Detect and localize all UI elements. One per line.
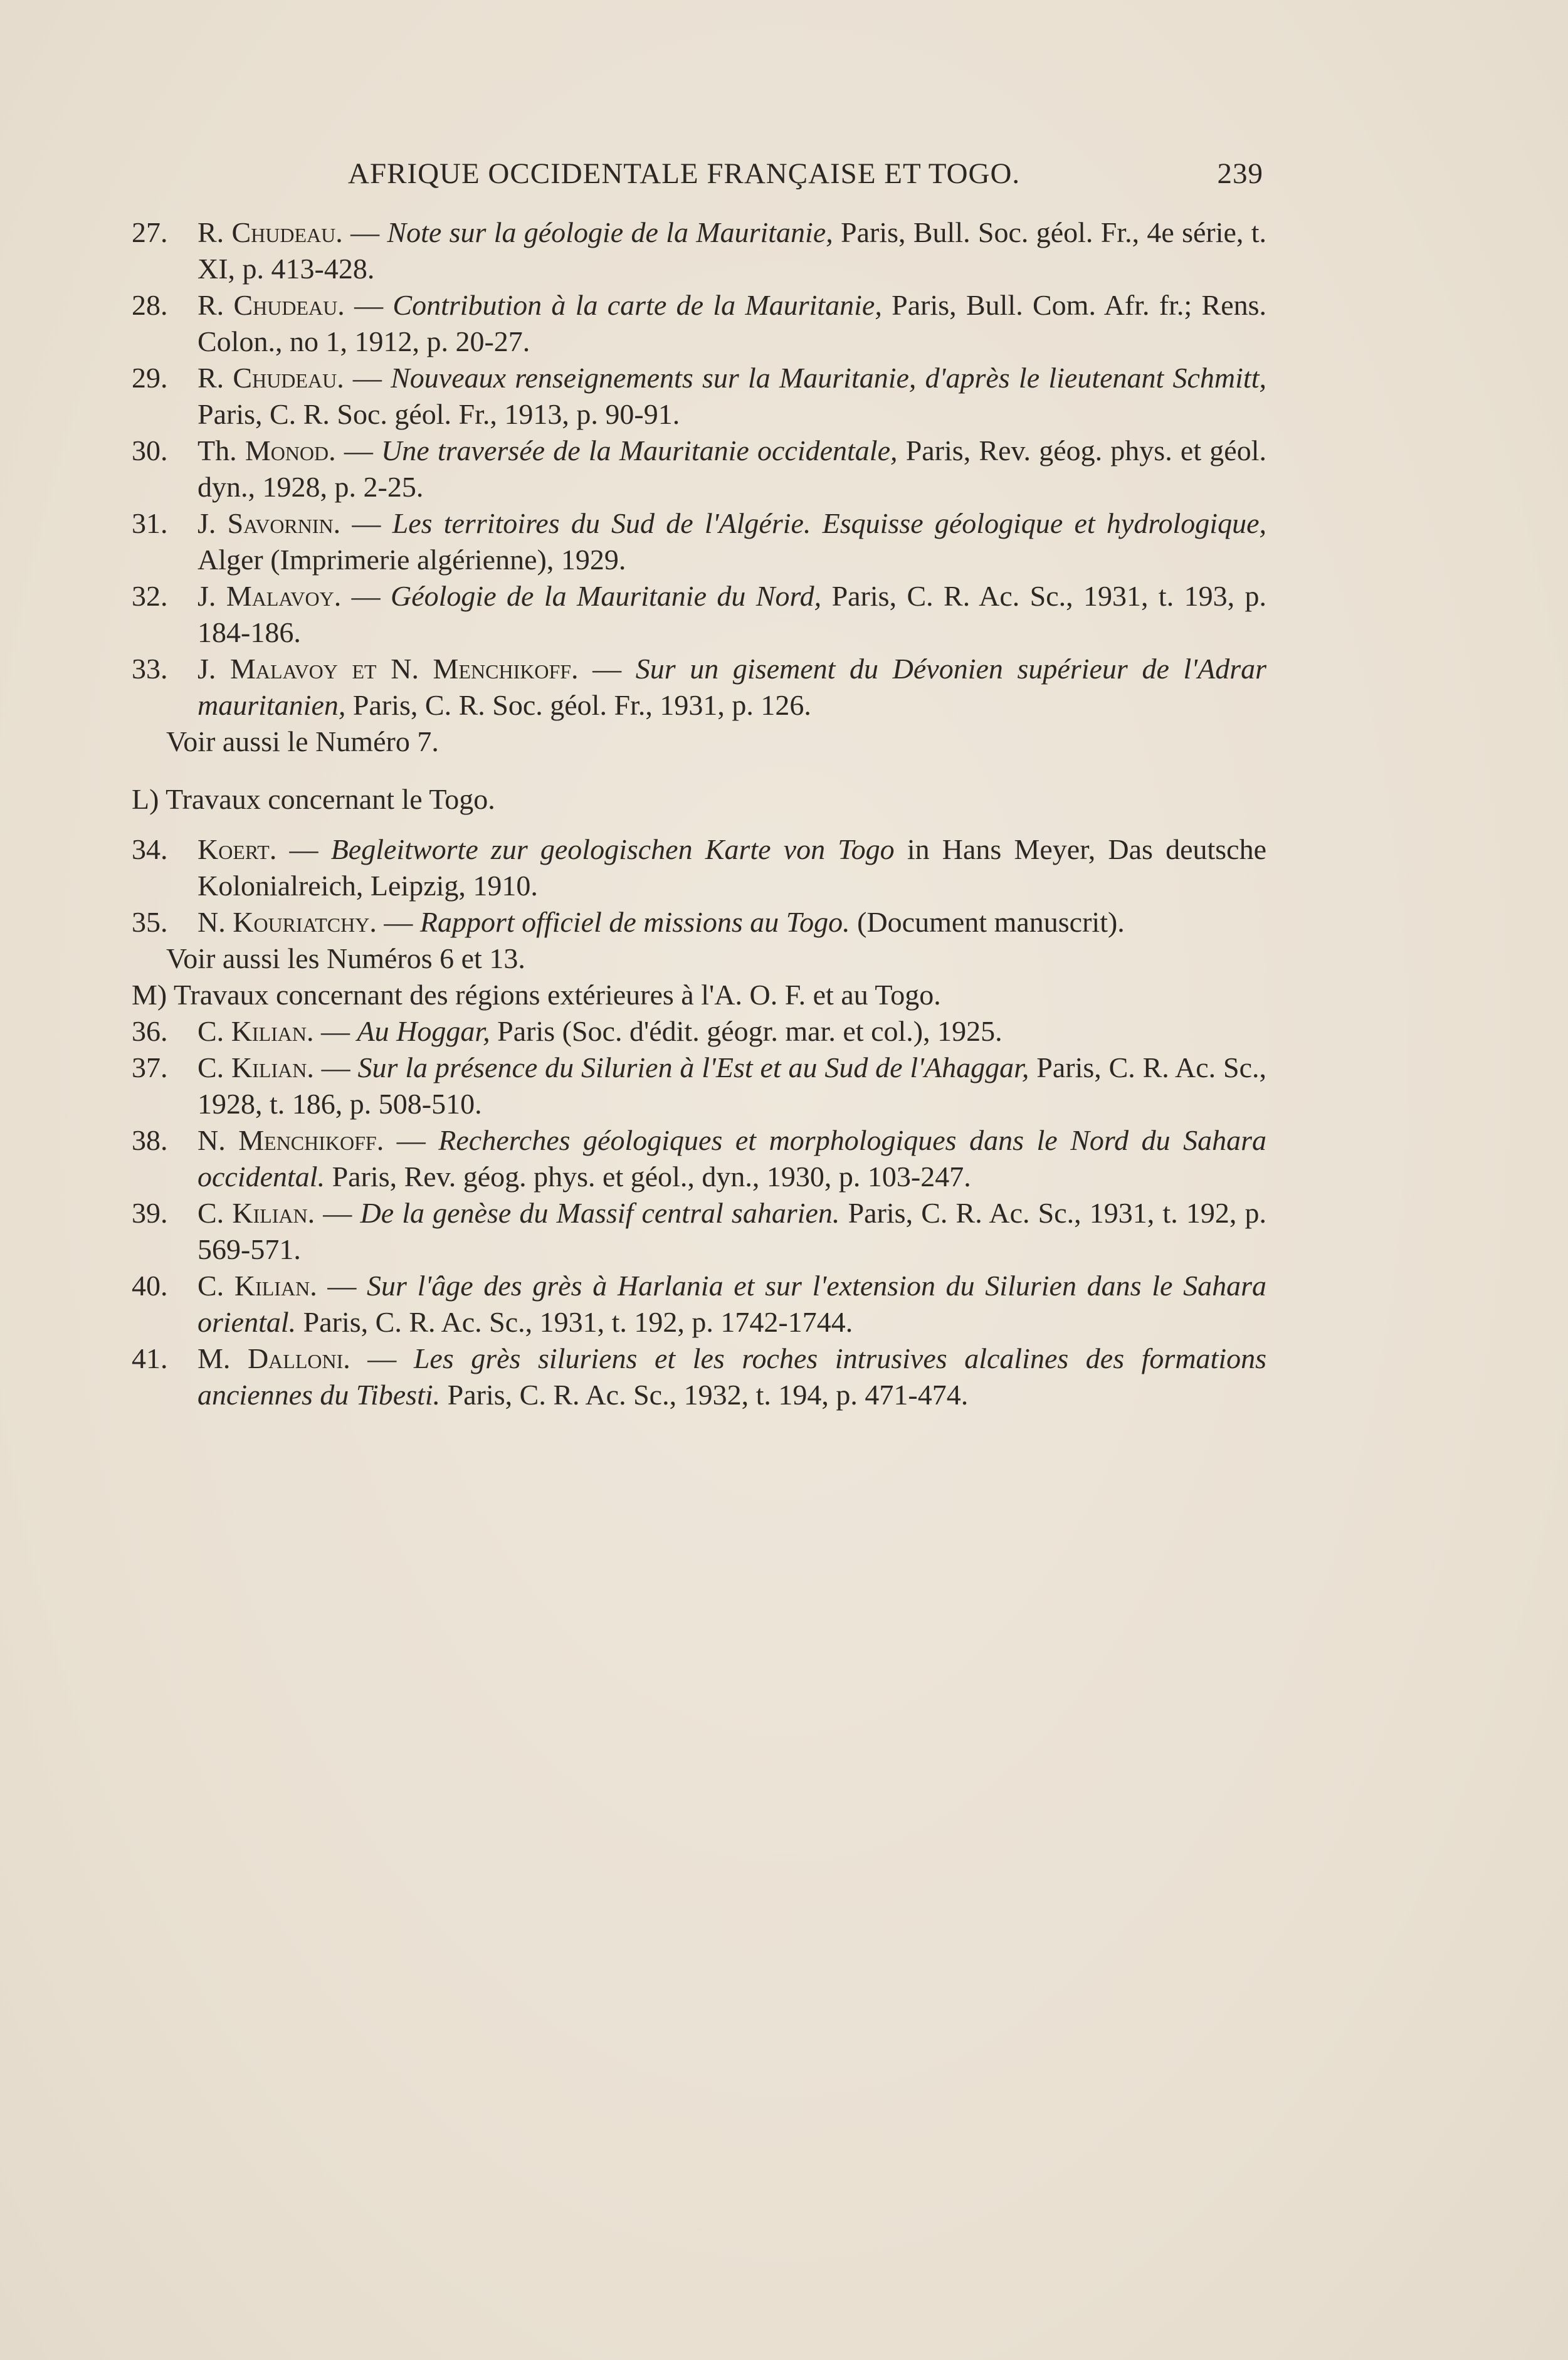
entry-separator: . — — [376, 1124, 439, 1156]
entry-citation: Paris (Soc. d'édit. géogr. mar. et col.), 1925. — [490, 1015, 1002, 1047]
entries-list-m — [132, 1013, 1266, 1413]
entry-title: Géologie de la Mauritanie du Nord, — [391, 580, 822, 612]
entry-separator: . — — [307, 1015, 357, 1047]
entry-citation: Paris, C. R. Soc. géol. Fr., 1913, p. 90-91. — [197, 398, 680, 430]
bibliography-entry — [132, 1013, 1266, 1050]
entry-number: 36. — [132, 1015, 168, 1047]
entries-list-l — [132, 831, 1266, 940]
entry-initial: J. — [197, 507, 216, 539]
entry-author: Monod — [245, 435, 329, 466]
entry-number: 28. — [132, 289, 168, 321]
entry-separator: . — — [334, 580, 391, 612]
entry-number: 27. — [132, 216, 168, 248]
bibliography-entry — [132, 1122, 1266, 1195]
entry-title: Begleitworte zur geologischen Karte von Togo — [330, 833, 895, 865]
entry-citation: Paris, Rev. géog. phys. et géol. dyn., 1928, p. 2-25. — [197, 435, 1266, 503]
entry-number: 31. — [132, 507, 168, 539]
entry-number: 35. — [132, 906, 168, 938]
bibliography-entry — [132, 433, 1266, 505]
entry-number: 32. — [132, 580, 168, 612]
bibliography — [132, 214, 1266, 1413]
entry-initial: Th. — [197, 435, 237, 466]
entry-title: Nouveaux renseignements sur la Mauritanie, d'après le lieutenant Schmitt, — [391, 362, 1266, 394]
entry-author: Koert — [197, 833, 270, 865]
entry-initial: R. — [197, 216, 224, 248]
entry-citation: Alger (Imprimerie algérienne), 1929. — [197, 544, 626, 576]
header-title: AFRIQUE OCCIDENTALE FRANÇAISE ET TOGO. — [348, 157, 1021, 190]
entry-title: Au Hoggar, — [357, 1015, 490, 1047]
bibliography-entry — [132, 360, 1266, 433]
bibliography-entry — [132, 651, 1266, 724]
entry-initial: J. — [197, 580, 216, 612]
entry-number: 38. — [132, 1124, 168, 1156]
see-also-note-l: Voir aussi les Numéros 6 et 13. — [166, 942, 525, 974]
bibliography-entry — [132, 287, 1266, 360]
entry-citation: Paris, Bull. Soc. géol. Fr., 4e série, t. XI, p. 413-428. — [197, 216, 1267, 285]
entry-title: Contribution à la carte de la Mauritanie, — [392, 289, 882, 321]
entry-author: Chudeau — [233, 289, 338, 321]
entry-separator: . — — [269, 833, 331, 865]
entry-separator: . — — [337, 362, 391, 394]
entry-initial: C. — [197, 1197, 224, 1229]
entry-author: Chudeau — [231, 216, 336, 248]
entry-separator: . — — [343, 1342, 414, 1374]
entry-number: 40. — [132, 1270, 168, 1302]
entry-citation: Paris, C. R. Ac. Sc., 1931, t. 192, p. 1742-1744. — [296, 1306, 853, 1338]
entry-initial: N. — [197, 906, 226, 938]
entry-separator: . — — [571, 653, 636, 685]
entry-separator: . — — [307, 1051, 358, 1083]
entry-number: 41. — [132, 1342, 168, 1374]
entry-number: 33. — [132, 653, 168, 685]
entry-title: Les territoires du Sud de l'Algérie. Esquisse géologique et hydrologique, — [392, 507, 1267, 539]
entry-number: 37. — [132, 1051, 168, 1083]
entry-title: Rapport officiel de missions au Togo. — [419, 906, 850, 938]
bibliography-entry — [132, 1195, 1266, 1268]
entry-initial: M. — [197, 1342, 231, 1374]
entry-title: Sur un gisement du Dévonien supérieur de l'Adrar mauritanien, — [197, 653, 1267, 721]
bibliography-entry — [132, 578, 1266, 651]
entry-separator: . — — [335, 216, 387, 248]
entry-citation: Paris, Rev. géog. phys. et géol., dyn., 1930, p. 103-247. — [325, 1161, 971, 1193]
entry-initial: R. — [197, 289, 224, 321]
entry-initial: J. — [197, 653, 216, 685]
entry-title: Sur l'âge des grès à Harlania et sur l'extension du Silurien dans le Sahara oriental. — [197, 1270, 1267, 1338]
entry-title: De la genèse du Massif central saharien. — [360, 1197, 840, 1229]
section-heading-m: M) Travaux concernant des régions extérieures à l'A. O. F. et au Togo. — [132, 979, 941, 1011]
entry-citation: Paris, C. R. Ac. Sc., 1931, t. 193, p. 184-186. — [197, 580, 1267, 648]
bibliography-entry — [132, 831, 1266, 904]
entry-citation: Paris, C. R. Soc. géol. Fr., 1931, p. 126. — [345, 689, 811, 721]
section-heading-l: L) Travaux concernant le Togo. — [132, 783, 495, 815]
bibliography-entry — [132, 1050, 1266, 1122]
bibliography-entry — [132, 1341, 1266, 1413]
entry-title: Note sur la géologie de la Mauritanie, — [387, 216, 833, 248]
entry-number: 29. — [132, 362, 168, 394]
entry-author: Kilian — [232, 1197, 308, 1229]
entry-title: Recherches géologiques et morphologiques dans le Nord du Sahara occidental. — [197, 1124, 1267, 1193]
entry-separator: . — — [337, 289, 393, 321]
see-also-note-k: Voir aussi le Numéro 7. — [166, 725, 439, 757]
entry-separator: . — — [333, 507, 392, 539]
entry-number: 39. — [132, 1197, 168, 1229]
entry-initial: C. — [197, 1015, 224, 1047]
entry-citation: Paris, Bull. Com. Afr. fr.; Rens. Colon., no 1, 1912, p. 20-27. — [197, 289, 1267, 357]
bibliography-entry — [132, 214, 1266, 287]
entry-author: Chudeau — [233, 362, 337, 394]
bibliography-entry — [132, 1268, 1266, 1341]
entry-title: Les grès siluriens et les roches intrusives alcalines des formations anciennes du Tibesti. — [197, 1342, 1267, 1411]
entry-author: Kilian — [231, 1015, 307, 1047]
entry-citation: Paris, C. R. Ac. Sc., 1932, t. 194, p. 471-474. — [440, 1379, 969, 1411]
entry-number: 34. — [132, 833, 168, 865]
entry-separator: . — — [307, 1197, 360, 1229]
entry-initial: C. — [197, 1270, 224, 1302]
entry-author: Kilian — [231, 1051, 307, 1083]
entry-citation: in Hans Meyer, Das deutsche Kolonialreich, Leipzig, 1910. — [197, 833, 1266, 902]
entry-author: Malavoy et N. Menchikoff — [230, 653, 572, 685]
entry-author: Kilian — [234, 1270, 310, 1302]
entry-author: Malavoy — [226, 580, 334, 612]
entry-author: Kouriatchy — [233, 906, 370, 938]
entry-author: Dalloni — [247, 1342, 344, 1374]
entry-author: Savornin — [227, 507, 334, 539]
bibliography-entry — [132, 505, 1266, 578]
entry-initial: C. — [197, 1051, 224, 1083]
entry-title: Sur la présence du Silurien à l'Est et au Sud de l'Ahaggar, — [357, 1051, 1029, 1083]
entry-separator: . — — [310, 1270, 367, 1302]
page-number: 239 — [1217, 157, 1263, 190]
entry-citation: Paris, C. R. Ac. Sc., 1931, t. 192, p. 569-571. — [197, 1197, 1267, 1265]
entry-separator: . — — [369, 906, 420, 938]
entry-initial: N. — [197, 1124, 226, 1156]
entry-separator: . — — [329, 435, 382, 466]
entries-list-k — [132, 214, 1266, 724]
entry-initial: R. — [197, 362, 224, 394]
entry-number: 30. — [132, 435, 168, 466]
entry-author: Menchikoff — [238, 1124, 377, 1156]
entry-citation: Paris, C. R. Ac. Sc., 1928, t. 186, p. 508-510. — [197, 1051, 1267, 1120]
entry-title: Une traversée de la Mauritanie occidentale, — [381, 435, 898, 466]
bibliography-entry — [132, 904, 1266, 940]
entry-citation: (Document manuscrit). — [850, 906, 1125, 938]
